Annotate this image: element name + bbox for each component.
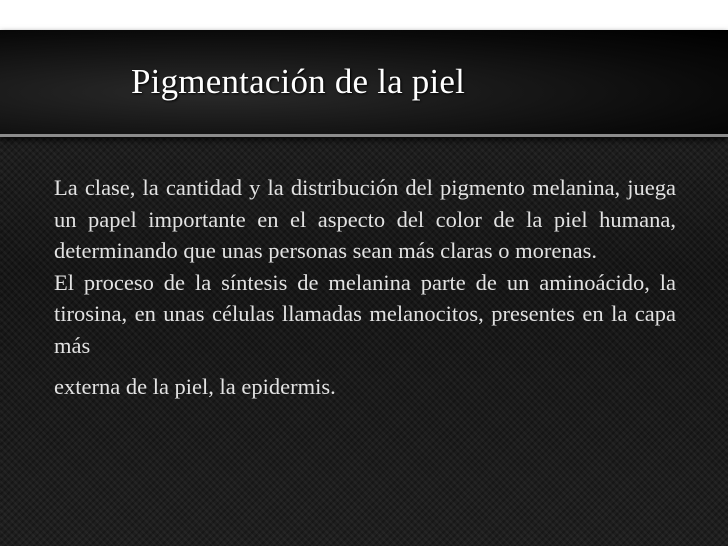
body-paragraph: externa de la piel, la epidermis.: [54, 374, 336, 399]
slide-body: [54, 172, 676, 403]
body-paragraph: La clase, la cantidad y la distribución del pigmento melanina, juega un papel importante en el aspecto del color de la piel humana, determinando que unas personas sean más claras o morenas.: [54, 175, 676, 263]
top-strip: [0, 0, 728, 30]
body-paragraph: El proceso de la síntesis de melanina parte de un aminoácido, la tirosina, en unas células llamadas melanocitos, presentes en la capa más: [54, 269, 676, 358]
slide-title: Pigmentación de la piel: [131, 62, 466, 101]
